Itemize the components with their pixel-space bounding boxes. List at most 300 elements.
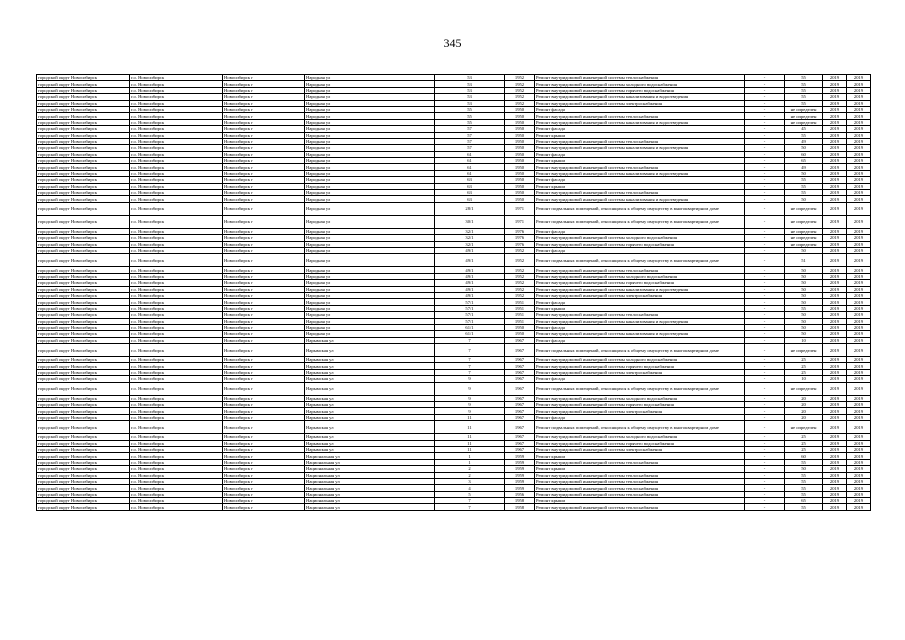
build-year-cell: 1952 (505, 94, 535, 100)
dash-cell: - (745, 280, 785, 286)
cost-cell: 20 (785, 414, 823, 420)
build-year-cell: 1950 (505, 132, 535, 138)
work-type-cell: Ремонт внутридомовой инженерной системы холодного водоснабжения (535, 357, 745, 363)
start-year-cell: 2019 (823, 434, 847, 440)
street-cell: Народная ул (305, 235, 435, 241)
municipality-cell: городской округ Новосибирск (37, 273, 130, 279)
work-type-cell: Ремонт фасада (535, 337, 745, 343)
build-year-cell: 1976 (505, 235, 535, 241)
street-cell: Народная ул (305, 94, 435, 100)
end-year-cell: 2019 (847, 305, 871, 311)
dash-cell: - (745, 273, 785, 279)
build-year-cell: 1967 (505, 408, 535, 414)
start-year-cell: 2019 (823, 126, 847, 132)
city-cell: Новосибирск г (223, 498, 305, 504)
table-row (37, 504, 871, 510)
house-number-cell: 55 (435, 119, 505, 125)
settlement-cell: г.о. Новосибирск (130, 113, 223, 119)
build-year-cell: 1967 (505, 337, 535, 343)
settlement-cell: г.о. Новосибирск (130, 395, 223, 401)
dash-cell: - (745, 421, 785, 434)
start-year-cell: 2019 (823, 421, 847, 434)
cost-cell: 50 (785, 145, 823, 151)
house-number-cell: 63 (435, 177, 505, 183)
end-year-cell: 2019 (847, 145, 871, 151)
end-year-cell: 2019 (847, 247, 871, 253)
municipality-cell: городской округ Новосибирск (37, 75, 130, 81)
cost-cell: 55 (785, 472, 823, 478)
street-cell: Народная ул (305, 87, 435, 93)
dash-cell: - (745, 434, 785, 440)
street-cell: Народная ул (305, 106, 435, 112)
dash-cell: - (745, 459, 785, 465)
house-number-cell: 1 (435, 459, 505, 465)
city-cell: Новосибирск г (223, 466, 305, 472)
house-number-cell: 49/1 (435, 254, 505, 267)
settlement-cell: г.о. Новосибирск (130, 235, 223, 241)
start-year-cell: 2019 (823, 402, 847, 408)
cost-cell: 60 (785, 453, 823, 459)
build-year-cell: 1950 (505, 119, 535, 125)
street-cell: Народная ул (305, 241, 435, 247)
start-year-cell: 2019 (823, 472, 847, 478)
street-cell: Народная ул (305, 170, 435, 176)
build-year-cell: 1951 (505, 305, 535, 311)
city-cell: Новосибирск г (223, 376, 305, 382)
dash-cell: - (745, 344, 785, 357)
street-cell: Народная ул (305, 126, 435, 132)
dash-cell: - (745, 292, 785, 298)
settlement-cell: г.о. Новосибирск (130, 414, 223, 420)
municipality-cell: городской округ Новосибирск (37, 446, 130, 452)
table-row (37, 382, 871, 395)
start-year-cell: 2019 (823, 273, 847, 279)
work-type-cell: Ремонт фасада (535, 324, 745, 330)
city-cell: Новосибирск г (223, 267, 305, 273)
city-cell: Новосибирск г (223, 190, 305, 196)
work-type-cell: Ремонт фасада (535, 299, 745, 305)
start-year-cell: 2019 (823, 363, 847, 369)
city-cell: Новосибирск г (223, 485, 305, 491)
build-year-cell: 1952 (505, 267, 535, 273)
end-year-cell: 2019 (847, 164, 871, 170)
municipality-cell: городской округ Новосибирск (37, 247, 130, 253)
city-cell: Новосибирск г (223, 138, 305, 144)
settlement-cell: г.о. Новосибирск (130, 286, 223, 292)
end-year-cell: 2019 (847, 267, 871, 273)
settlement-cell: г.о. Новосибирск (130, 126, 223, 132)
settlement-cell: г.о. Новосибирск (130, 446, 223, 452)
street-cell: Народная ул (305, 132, 435, 138)
municipality-cell: городской округ Новосибирск (37, 491, 130, 497)
street-cell: Народная ул (305, 318, 435, 324)
work-type-cell: Ремонт подвальных помещений, относящихся к общему имуществу в многоквартирном доме (535, 254, 745, 267)
build-year-cell: 1952 (505, 81, 535, 87)
municipality-cell: городской округ Новосибирск (37, 113, 130, 119)
cost-cell: 25 (785, 357, 823, 363)
work-type-cell: Ремонт подвальных помещений, относящихся к общему имуществу в многоквартирном доме (535, 382, 745, 395)
build-year-cell: 1959 (505, 478, 535, 484)
city-cell: Новосибирск г (223, 247, 305, 253)
municipality-cell: городской округ Новосибирск (37, 119, 130, 125)
cost-cell: 55 (785, 87, 823, 93)
dash-cell: - (745, 267, 785, 273)
start-year-cell: 2019 (823, 241, 847, 247)
build-year-cell: 1967 (505, 382, 535, 395)
start-year-cell: 2019 (823, 132, 847, 138)
start-year-cell: 2019 (823, 286, 847, 292)
end-year-cell: 2019 (847, 190, 871, 196)
cost-cell: 25 (785, 363, 823, 369)
dash-cell: - (745, 395, 785, 401)
city-cell: Новосибирск г (223, 254, 305, 267)
dash-cell: - (745, 440, 785, 446)
settlement-cell: г.о. Новосибирск (130, 408, 223, 414)
dash-cell: - (745, 357, 785, 363)
dash-cell: - (745, 241, 785, 247)
city-cell: Новосибирск г (223, 228, 305, 234)
start-year-cell: 2019 (823, 491, 847, 497)
city-cell: Новосибирск г (223, 132, 305, 138)
house-number-cell: 61/1 (435, 331, 505, 337)
municipality-cell: городской округ Новосибирск (37, 254, 130, 267)
street-cell: Народная ул (305, 100, 435, 106)
city-cell: Новосибирск г (223, 241, 305, 247)
cost-cell: не определен (785, 113, 823, 119)
house-number-cell: 32/1 (435, 228, 505, 234)
dash-cell: - (745, 75, 785, 81)
dash-cell: - (745, 485, 785, 491)
build-year-cell: 1967 (505, 395, 535, 401)
work-type-cell: Ремонт внутридомовой инженерной системы теплоснабжения (535, 478, 745, 484)
municipality-cell: городской округ Новосибирск (37, 478, 130, 484)
cost-cell: 55 (785, 491, 823, 497)
settlement-cell: г.о. Новосибирск (130, 434, 223, 440)
dash-cell: - (745, 414, 785, 420)
city-cell: Новосибирск г (223, 164, 305, 170)
house-number-cell: 32/1 (435, 235, 505, 241)
municipality-cell: городской округ Новосибирск (37, 235, 130, 241)
build-year-cell: 1967 (505, 434, 535, 440)
dash-cell: - (745, 228, 785, 234)
cost-cell: 50 (785, 267, 823, 273)
city-cell: Новосибирск г (223, 292, 305, 298)
street-cell: Народная ул (305, 145, 435, 151)
dash-cell: - (745, 190, 785, 196)
settlement-cell: г.о. Новосибирск (130, 100, 223, 106)
cost-cell: 20 (785, 408, 823, 414)
house-number-cell: 1 (435, 453, 505, 459)
work-type-cell: Ремонт внутридомовой инженерной системы горячего водоснабжения (535, 440, 745, 446)
work-type-cell: Ремонт фасада (535, 247, 745, 253)
municipality-cell: городской округ Новосибирск (37, 145, 130, 151)
house-number-cell: 7 (435, 363, 505, 369)
cost-cell: 55 (785, 94, 823, 100)
end-year-cell: 2019 (847, 402, 871, 408)
street-cell: Нарымская ул (305, 434, 435, 440)
work-type-cell: Ремонт фасада (535, 177, 745, 183)
street-cell: Национальная ул (305, 453, 435, 459)
end-year-cell: 2019 (847, 312, 871, 318)
dash-cell: - (745, 312, 785, 318)
build-year-cell: 1967 (505, 344, 535, 357)
dash-cell: - (745, 196, 785, 202)
house-number-cell: 57 (435, 145, 505, 151)
dash-cell: - (745, 254, 785, 267)
dash-cell: - (745, 100, 785, 106)
settlement-cell: г.о. Новосибирск (130, 106, 223, 112)
street-cell: Национальная ул (305, 466, 435, 472)
dash-cell: - (745, 235, 785, 241)
settlement-cell: г.о. Новосибирск (130, 337, 223, 343)
cost-cell: не определен (785, 228, 823, 234)
work-type-cell: Ремонт внутридомовой инженерной системы горячего водоснабжения (535, 363, 745, 369)
dash-cell: - (745, 408, 785, 414)
settlement-cell: г.о. Новосибирск (130, 440, 223, 446)
street-cell: Народная ул (305, 202, 435, 215)
settlement-cell: г.о. Новосибирск (130, 241, 223, 247)
municipality-cell: городской округ Новосибирск (37, 132, 130, 138)
municipality-cell: городской округ Новосибирск (37, 369, 130, 375)
build-year-cell: 1950 (505, 158, 535, 164)
end-year-cell: 2019 (847, 324, 871, 330)
street-cell: Нарымская ул (305, 395, 435, 401)
end-year-cell: 2019 (847, 504, 871, 510)
dash-cell: - (745, 113, 785, 119)
house-number-cell: 57/1 (435, 312, 505, 318)
house-number-cell: 11 (435, 446, 505, 452)
end-year-cell: 2019 (847, 466, 871, 472)
settlement-cell: г.о. Новосибирск (130, 87, 223, 93)
cost-cell: 55 (785, 478, 823, 484)
build-year-cell: 1950 (505, 151, 535, 157)
build-year-cell: 1952 (505, 75, 535, 81)
work-type-cell: Ремонт внутридомовой инженерной системы канализования и водоотведения (535, 170, 745, 176)
house-number-cell: 7 (435, 498, 505, 504)
cost-cell: 55 (785, 132, 823, 138)
settlement-cell: г.о. Новосибирск (130, 376, 223, 382)
cost-cell: не определен (785, 421, 823, 434)
city-cell: Новосибирск г (223, 459, 305, 465)
dash-cell: - (745, 331, 785, 337)
cost-cell: не определен (785, 344, 823, 357)
municipality-cell: городской округ Новосибирск (37, 421, 130, 434)
house-number-cell: 11 (435, 414, 505, 420)
settlement-cell: г.о. Новосибирск (130, 254, 223, 267)
repair-register-table (36, 74, 871, 511)
municipality-cell: городской округ Новосибирск (37, 459, 130, 465)
table-body (37, 75, 871, 511)
city-cell: Новосибирск г (223, 453, 305, 459)
municipality-cell: городской округ Новосибирск (37, 228, 130, 234)
build-year-cell: 1950 (505, 145, 535, 151)
municipality-cell: городской округ Новосибирск (37, 466, 130, 472)
end-year-cell: 2019 (847, 241, 871, 247)
municipality-cell: городской округ Новосибирск (37, 81, 130, 87)
build-year-cell: 1967 (505, 363, 535, 369)
start-year-cell: 2019 (823, 395, 847, 401)
work-type-cell: Ремонт внутридомовой инженерной системы холодного водоснабжения (535, 273, 745, 279)
municipality-cell: городской округ Новосибирск (37, 318, 130, 324)
city-cell: Новосибирск г (223, 434, 305, 440)
table-row (37, 421, 871, 434)
start-year-cell: 2019 (823, 331, 847, 337)
house-number-cell: 53 (435, 81, 505, 87)
start-year-cell: 2019 (823, 299, 847, 305)
build-year-cell: 1952 (505, 280, 535, 286)
work-type-cell: Ремонт внутридомовой инженерной системы электроснабжения (535, 369, 745, 375)
settlement-cell: г.о. Новосибирск (130, 228, 223, 234)
municipality-cell: городской округ Новосибирск (37, 434, 130, 440)
work-type-cell: Ремонт фасада (535, 228, 745, 234)
house-number-cell: 61/1 (435, 324, 505, 330)
build-year-cell: 1967 (505, 369, 535, 375)
end-year-cell: 2019 (847, 331, 871, 337)
settlement-cell: г.о. Новосибирск (130, 331, 223, 337)
build-year-cell: 1959 (505, 485, 535, 491)
city-cell: Новосибирск г (223, 446, 305, 452)
city-cell: Новосибирск г (223, 478, 305, 484)
municipality-cell: городской округ Новосибирск (37, 357, 130, 363)
end-year-cell: 2019 (847, 151, 871, 157)
dash-cell: - (745, 446, 785, 452)
build-year-cell: 1967 (505, 440, 535, 446)
start-year-cell: 2019 (823, 440, 847, 446)
house-number-cell: 2 (435, 466, 505, 472)
end-year-cell: 2019 (847, 75, 871, 81)
street-cell: Народная ул (305, 228, 435, 234)
municipality-cell: городской округ Новосибирск (37, 337, 130, 343)
build-year-cell: 1950 (505, 324, 535, 330)
build-year-cell: 1967 (505, 376, 535, 382)
municipality-cell: городской округ Новосибирск (37, 170, 130, 176)
settlement-cell: г.о. Новосибирск (130, 318, 223, 324)
cost-cell: 50 (785, 318, 823, 324)
build-year-cell: 1958 (505, 498, 535, 504)
table-row (37, 344, 871, 357)
cost-cell: 49 (785, 138, 823, 144)
start-year-cell: 2019 (823, 382, 847, 395)
work-type-cell: Ремонт внутридомовой инженерной системы теплоснабжения (535, 459, 745, 465)
settlement-cell: г.о. Новосибирск (130, 196, 223, 202)
street-cell: Народная ул (305, 305, 435, 311)
settlement-cell: г.о. Новосибирск (130, 466, 223, 472)
build-year-cell: 1952 (505, 254, 535, 267)
start-year-cell: 2019 (823, 170, 847, 176)
work-type-cell: Ремонт фасада (535, 151, 745, 157)
end-year-cell: 2019 (847, 292, 871, 298)
street-cell: Нарымская ул (305, 363, 435, 369)
city-cell: Новосибирск г (223, 87, 305, 93)
work-type-cell: Ремонт внутридомовой инженерной системы горячего водоснабжения (535, 280, 745, 286)
dash-cell: - (745, 491, 785, 497)
house-number-cell: 11 (435, 434, 505, 440)
house-number-cell: 53 (435, 100, 505, 106)
house-number-cell: 55 (435, 106, 505, 112)
settlement-cell: г.о. Новосибирск (130, 164, 223, 170)
municipality-cell: городской округ Новосибирск (37, 106, 130, 112)
start-year-cell: 2019 (823, 196, 847, 202)
settlement-cell: г.о. Новосибирск (130, 81, 223, 87)
dash-cell: - (745, 382, 785, 395)
build-year-cell: 1952 (505, 100, 535, 106)
cost-cell: 60 (785, 151, 823, 157)
end-year-cell: 2019 (847, 472, 871, 478)
dash-cell: - (745, 202, 785, 215)
settlement-cell: г.о. Новосибирск (130, 280, 223, 286)
cost-cell: 49 (785, 164, 823, 170)
house-number-cell: 2 (435, 472, 505, 478)
street-cell: Нарымская ул (305, 357, 435, 363)
work-type-cell: Ремонт внутридомовой инженерной системы холодного водоснабжения (535, 235, 745, 241)
settlement-cell: г.о. Новосибирск (130, 119, 223, 125)
dash-cell: - (745, 119, 785, 125)
settlement-cell: г.о. Новосибирск (130, 132, 223, 138)
street-cell: Народная ул (305, 324, 435, 330)
start-year-cell: 2019 (823, 113, 847, 119)
work-type-cell: Ремонт внутридомовой инженерной системы холодного водоснабжения (535, 434, 745, 440)
build-year-cell: 1967 (505, 446, 535, 452)
start-year-cell: 2019 (823, 267, 847, 273)
end-year-cell: 2019 (847, 81, 871, 87)
street-cell: Национальная ул (305, 498, 435, 504)
dash-cell: - (745, 138, 785, 144)
work-type-cell: Ремонт внутридомовой инженерной системы теплоснабжения (535, 312, 745, 318)
build-year-cell: 1950 (505, 177, 535, 183)
street-cell: Народная ул (305, 273, 435, 279)
start-year-cell: 2019 (823, 228, 847, 234)
work-type-cell: Ремонт крыши (535, 453, 745, 459)
start-year-cell: 2019 (823, 158, 847, 164)
start-year-cell: 2019 (823, 119, 847, 125)
cost-cell: 10 (785, 337, 823, 343)
municipality-cell: городской округ Новосибирск (37, 331, 130, 337)
city-cell: Новосибирск г (223, 158, 305, 164)
end-year-cell: 2019 (847, 446, 871, 452)
street-cell: Народная ул (305, 215, 435, 228)
dash-cell: - (745, 466, 785, 472)
work-type-cell: Ремонт подвальных помещений, относящихся к общему имуществу в многоквартирном доме (535, 344, 745, 357)
street-cell: Народная ул (305, 267, 435, 273)
start-year-cell: 2019 (823, 344, 847, 357)
work-type-cell: Ремонт внутридомовой инженерной системы теплоснабжения (535, 190, 745, 196)
municipality-cell: городской округ Новосибирск (37, 299, 130, 305)
dash-cell: - (745, 478, 785, 484)
street-cell: Национальная ул (305, 504, 435, 510)
house-number-cell: 53 (435, 75, 505, 81)
street-cell: Национальная ул (305, 472, 435, 478)
city-cell: Новосибирск г (223, 145, 305, 151)
build-year-cell: 1951 (505, 299, 535, 305)
street-cell: Народная ул (305, 113, 435, 119)
cost-cell: 50 (785, 466, 823, 472)
settlement-cell: г.о. Новосибирск (130, 292, 223, 298)
settlement-cell: г.о. Новосибирск (130, 459, 223, 465)
end-year-cell: 2019 (847, 286, 871, 292)
cost-cell: 50 (785, 292, 823, 298)
street-cell: Нарымская ул (305, 402, 435, 408)
cost-cell: 25 (785, 446, 823, 452)
table-row (37, 254, 871, 267)
cost-cell: 55 (785, 504, 823, 510)
end-year-cell: 2019 (847, 202, 871, 215)
work-type-cell: Ремонт внутридомовой инженерной системы горячего водоснабжения (535, 241, 745, 247)
end-year-cell: 2019 (847, 337, 871, 343)
work-type-cell: Ремонт внутридомовой инженерной системы электроснабжения (535, 446, 745, 452)
settlement-cell: г.о. Новосибирск (130, 421, 223, 434)
dash-cell: - (745, 158, 785, 164)
settlement-cell: г.о. Новосибирск (130, 485, 223, 491)
